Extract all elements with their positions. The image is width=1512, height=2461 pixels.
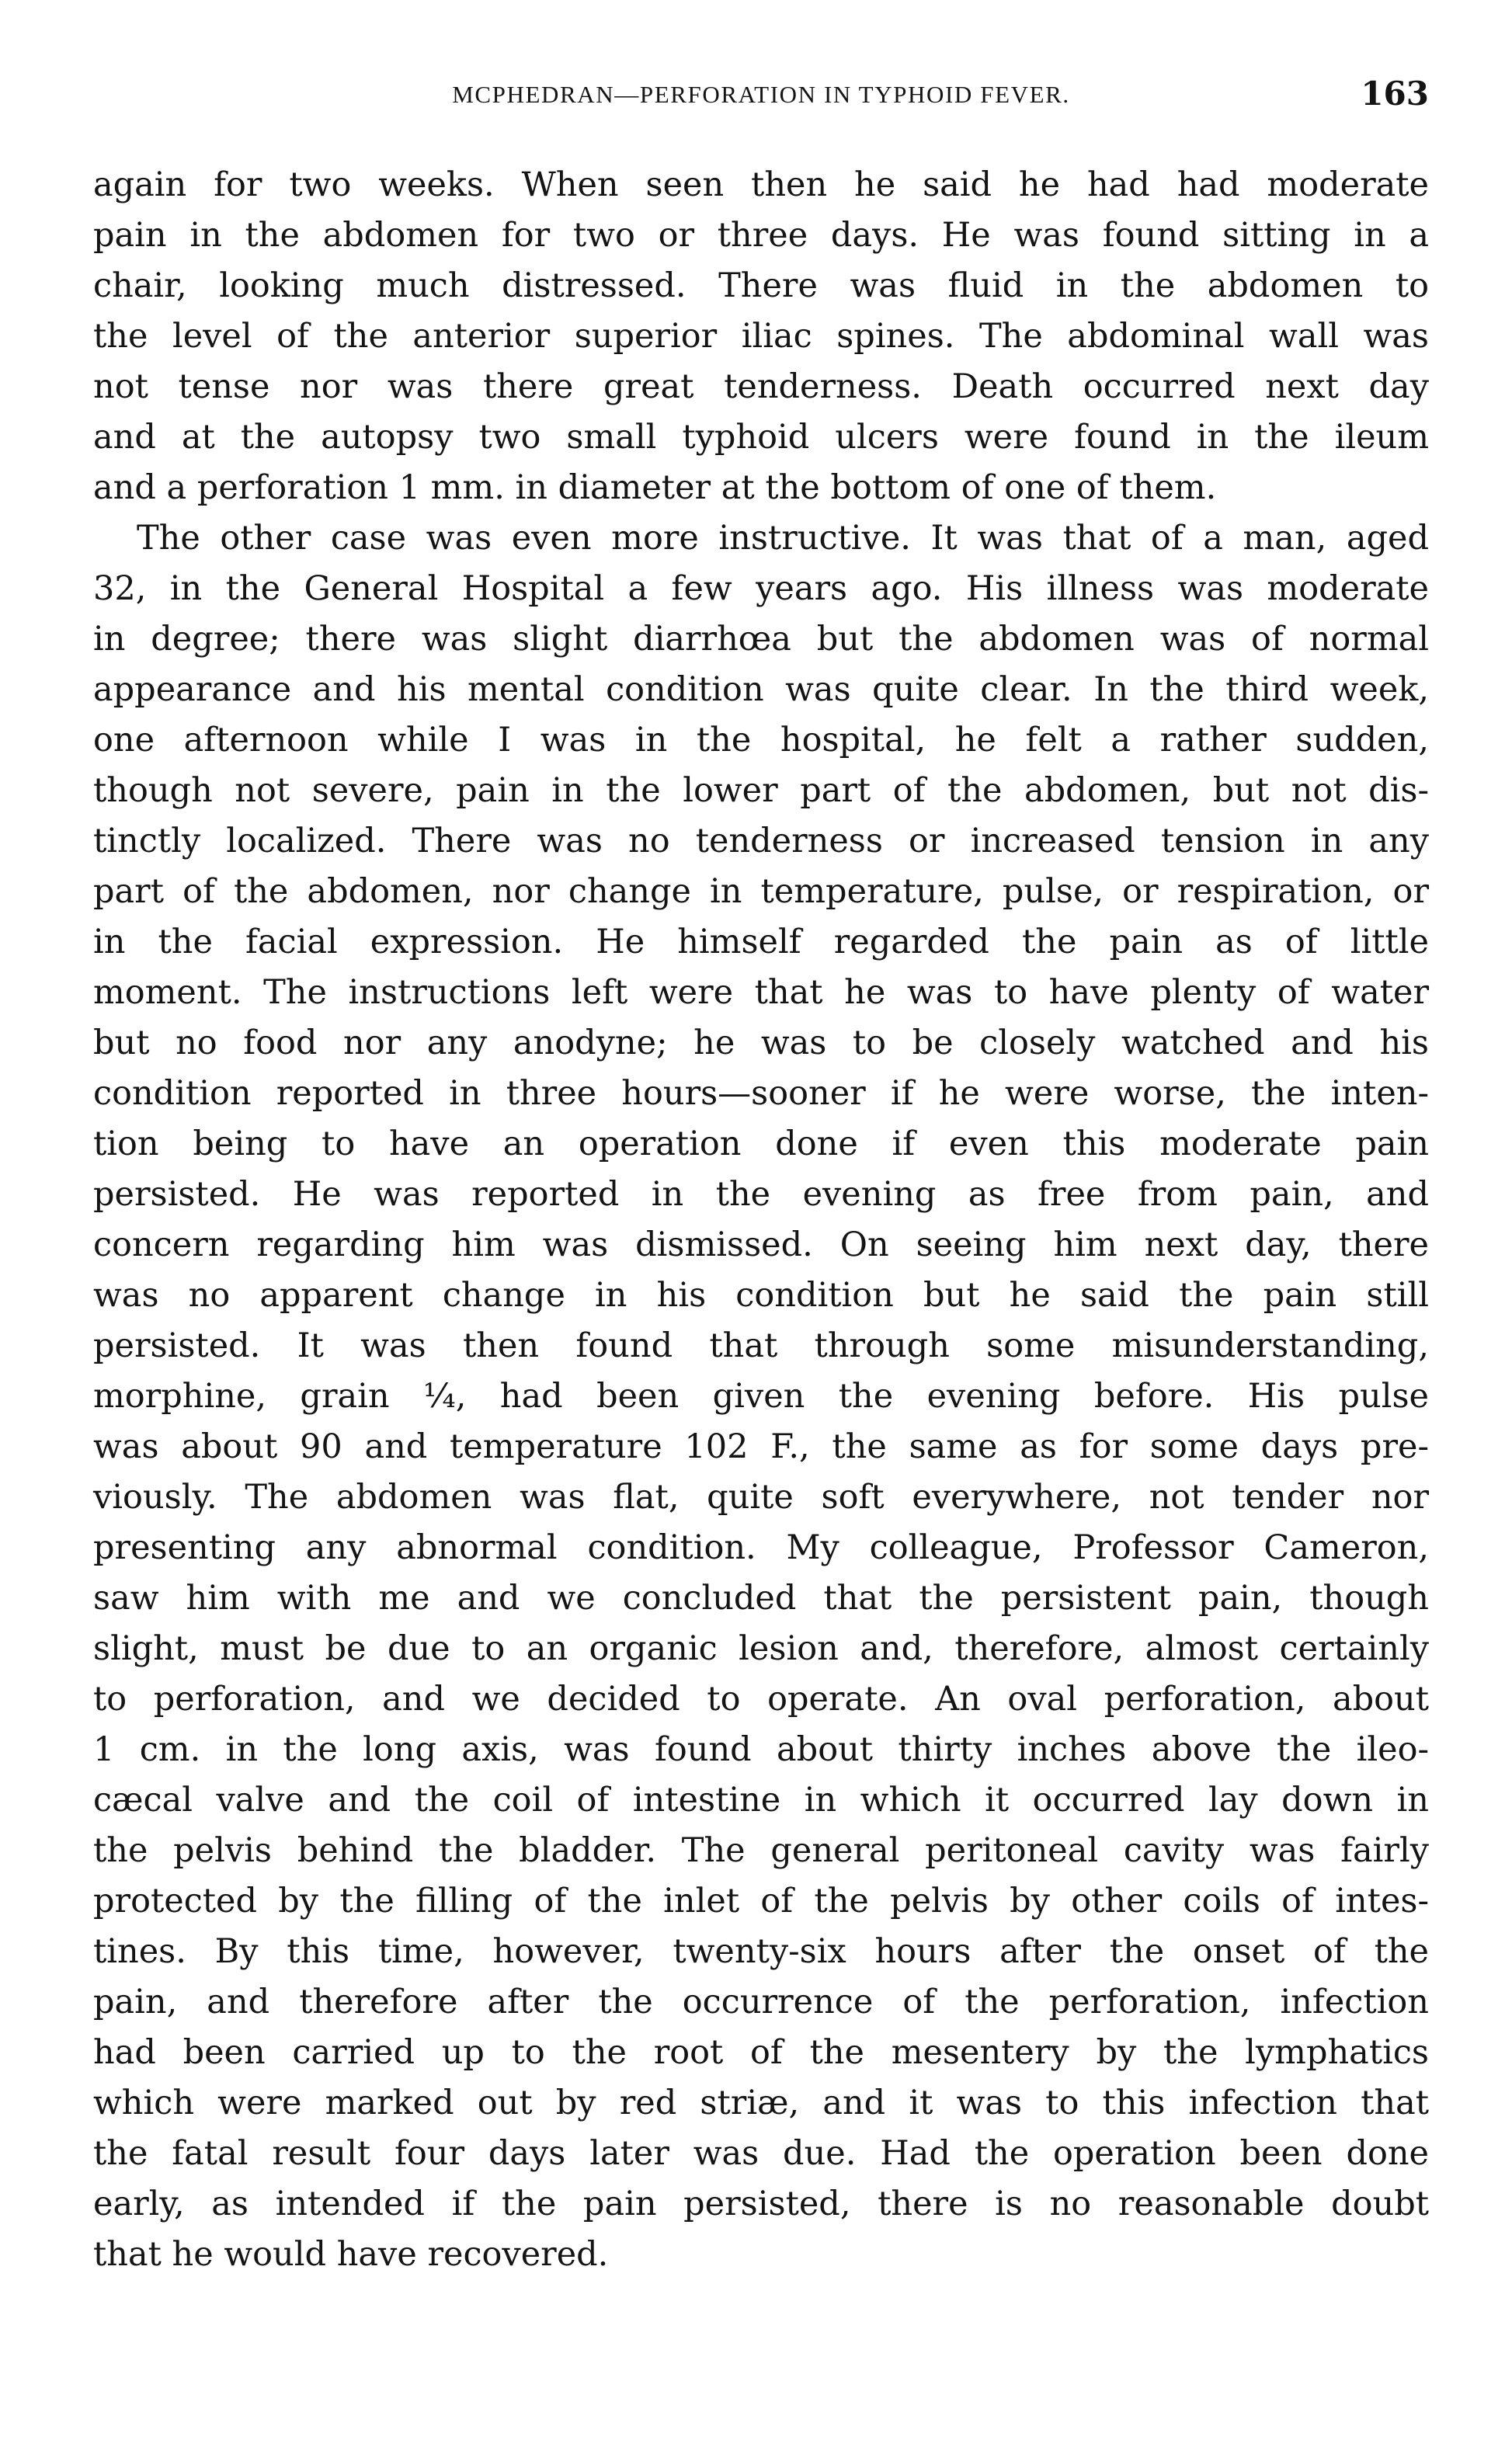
text-line: 32, in the General Hospital a few years ago. His illness was moderate — [93, 569, 1429, 608]
paragraph — [93, 160, 1429, 513]
text-line: The other case was even more instructive. It was that of a man, aged — [137, 519, 1429, 558]
text-line: in the facial expression. He himself regarded the pain as of little — [93, 923, 1429, 961]
text-line: was about 90 and temperature 102 F., the same as for some days pre- — [93, 1427, 1429, 1466]
text-line: viously. The abdomen was flat, quite soft everywhere, not tender nor — [93, 1478, 1429, 1517]
text-line: in degree; there was slight diarrhœa but the abdomen was of normal — [93, 620, 1429, 659]
text-line: presenting any abnormal condition. My colleague, Professor Cameron, — [93, 1528, 1429, 1567]
text-line: not tense nor was there great tenderness. Death occurred next day — [93, 367, 1429, 406]
text-line: was no apparent change in his condition but he said the pain still — [93, 1276, 1429, 1315]
text-line: early, as intended if the pain persisted, there is no reasonable doubt — [93, 2185, 1429, 2223]
text-line: persisted. He was reported in the evening as free from pain, and — [93, 1175, 1429, 1214]
text-line: again for two weeks. When seen then he said he had had moderate — [93, 165, 1429, 204]
text-line: that he would have recovered. — [93, 2235, 609, 2274]
text-line: tinctly localized. There was no tenderness or increased tension in any — [93, 822, 1429, 860]
text-line: persisted. It was then found that through some misunderstanding, — [93, 1326, 1429, 1365]
text-line: cæcal valve and the coil of intestine in which it occurred lay down in — [93, 1781, 1429, 1820]
text-line: part of the abdomen, nor change in temperature, pulse, or respiration, or — [93, 872, 1429, 911]
text-line: one afternoon while I was in the hospital, he felt a rather sudden, — [93, 721, 1429, 760]
text-line: 1 cm. in the long axis, was found about thirty inches above the ileo- — [93, 1730, 1429, 1769]
text-line: protected by the filling of the inlet of the pelvis by other coils of intes- — [93, 1882, 1429, 1920]
text-line: chair, looking much distressed. There was fluid in the abdomen to — [93, 266, 1429, 305]
text-line: and at the autopsy two small typhoid ulcers were found in the ileum — [93, 418, 1429, 457]
text-line: pain in the abdomen for two or three days. He was found sitting in a — [93, 216, 1429, 255]
text-line: moment. The instructions left were that he was to have plenty of water — [93, 973, 1429, 1012]
running-title: MCPHEDRAN—PERFORATION IN TYPHOID FEVER. — [452, 81, 1070, 108]
text-line: tion being to have an operation done if even this moderate pain — [93, 1124, 1429, 1163]
text-line: morphine, grain ¼, had been given the evening before. His pulse — [93, 1377, 1429, 1416]
paragraph — [93, 513, 1429, 2280]
text-line: condition reported in three hours—sooner if he were worse, the inten- — [93, 1074, 1429, 1113]
text-line: which were marked out by red striæ, and it was to this infection that — [93, 2084, 1429, 2122]
text-line: to perforation, and we decided to operate. An oval perforation, about — [93, 1680, 1429, 1719]
body-text — [93, 160, 1429, 2280]
text-line: saw him with me and we concluded that the persistent pain, though — [93, 1579, 1429, 1618]
text-line: but no food nor any anodyne; he was to be closely watched and his — [93, 1024, 1429, 1062]
text-line: slight, must be due to an organic lesion and, therefore, almost certainly — [93, 1629, 1429, 1668]
text-line: appearance and his mental condition was quite clear. In the third week, — [93, 670, 1429, 709]
text-line: tines. By this time, however, twenty-six hours after the onset of the — [93, 1932, 1429, 1971]
running-head — [93, 75, 1429, 137]
page-number: 163 — [1361, 75, 1429, 113]
text-line: the fatal result four days later was due. Had the operation been done — [93, 2134, 1429, 2173]
text-line: the pelvis behind the bladder. The general peritoneal cavity was fairly — [93, 1831, 1429, 1870]
text-line: and a perforation 1 mm. in diameter at the bottom of one of them. — [93, 468, 1217, 507]
text-line: pain, and therefore after the occurrence of the perforation, infection — [93, 1983, 1429, 2021]
text-line: had been carried up to the root of the mesentery by the lymphatics — [93, 2033, 1429, 2072]
text-line: the level of the anterior superior iliac spines. The abdominal wall was — [93, 317, 1429, 356]
text-line: concern regarding him was dismissed. On seeing him next day, there — [93, 1225, 1429, 1264]
text-line: though not severe, pain in the lower part of the abdomen, but not dis- — [93, 771, 1429, 810]
